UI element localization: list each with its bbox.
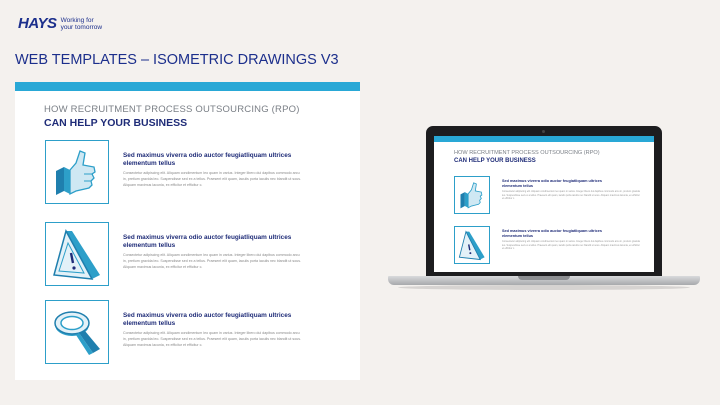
brand-tagline <box>61 17 103 31</box>
feature-item <box>45 140 375 206</box>
screen-feature-item <box>454 226 650 268</box>
feature-body: Consectetur adipiscing elit. Aliquam condimentum leo quam in varius. Integer libero dui dapibus commodo arcu in, pretium gravida leo. Suspendisse sed ex a tellus. Praesent elit quam, iaculis porta iaculis nec blandit ut sous. Aliquam maximus lacunia, ex efficitur et efficitur c. <box>123 331 301 347</box>
feature-title: Sed maximus viverra odio auctor feugiatliquam ultrices elementum tellus <box>123 152 292 167</box>
warning-triangle-icon <box>455 227 489 263</box>
screen-heading-light: HOW RECRUITMENT PROCESS OUTSOURCING (RPO) <box>454 150 600 156</box>
screen-feature-body: Consectetur adipiscing elit. Aliquam condimentum leo quam in varius. Integer libero dui dapibus commodo arcu in, pretium gravida leo. Suspendisse sed ex a tellus. Praesent elit quam, iaculis porta iaculis nec blandit ut sous. Aliquam maximus lacunia, ex efficitur et efficitur c. <box>502 190 640 201</box>
screen-feature-item <box>454 176 650 218</box>
screen-accent-bar <box>434 136 654 142</box>
feature-icon-box <box>45 140 109 204</box>
slide-title: WEB TEMPLATES – ISOMETRIC DRAWINGS V3 <box>15 52 339 68</box>
web-template-preview <box>15 82 360 380</box>
feature-icon-box <box>45 300 109 364</box>
thumbs-up-icon <box>455 177 489 213</box>
magnifying-glass-icon <box>46 301 108 363</box>
feature-item <box>45 300 375 366</box>
screen-feature-title: Sed maximus viverra odio auctor feugiatliquam ultrices elementum tellus <box>502 229 603 238</box>
screen-feature-body: Consectetur adipiscing elit. Aliquam condimentum leo quam in varius. Integer libero dui dapibus commodo arcu in, pretium gravida leo. Suspendisse sed ex a tellus. Praesent elit quam, iaculis porta iaculis nec blandit ut sous. Aliquam maximus lacunia, ex efficitur et efficitur c. <box>502 240 640 251</box>
laptop-screen <box>434 136 654 272</box>
laptop-notch <box>518 276 570 280</box>
hays-logo <box>18 15 102 32</box>
header-accent-bar <box>15 82 360 91</box>
feature-icon-box <box>45 222 109 286</box>
feature-title: Sed maximus viverra odio auctor feugiatliquam ultrices elementum tellus <box>123 312 292 327</box>
feature-body: Consectetur adipiscing elit. Aliquam condimentum leo quam in varius. Integer libero dui dapibus commodo arcu in, pretium gravida leo. Suspendisse sed ex a tellus. Praesent elit quam, iaculis porta iaculis nec blandit ut sous. Aliquam maximus lacunia, ex efficitur et efficitur c. <box>123 171 301 187</box>
tagline-line1: Working for <box>60 16 94 24</box>
screen-heading-bold: CAN HELP YOUR BUSINESS <box>454 158 536 164</box>
feature-body: Consectetur adipiscing elit. Aliquam condimentum leo quam in varius. Integer libero dui dapibus commodo arcu in, pretium gravida leo. Suspendisse sed ex a tellus. Praesent elit quam, iaculis porta iaculis nec blandit ut sous. Aliquam maximus lacunia, ex efficitur et efficitur c. <box>123 253 301 269</box>
screen-icon-box <box>454 226 490 264</box>
template-heading-bold: CAN HELP YOUR BUSINESS <box>44 117 188 129</box>
thumbs-up-icon <box>46 141 108 203</box>
laptop-lid <box>426 126 662 276</box>
warning-triangle-icon <box>46 223 108 285</box>
brand-name: HAYS <box>18 15 57 32</box>
tagline-line2: your tomorrow <box>60 23 103 31</box>
screen-icon-box <box>454 176 490 214</box>
feature-item <box>45 222 375 288</box>
feature-title: Sed maximus viverra odio auctor feugiatliquam ultrices elementum tellus <box>123 234 292 249</box>
laptop-shadow <box>398 285 690 290</box>
laptop-mockup <box>388 126 700 292</box>
camera-icon <box>542 130 545 133</box>
template-heading-light: HOW RECRUITMENT PROCESS OUTSOURCING (RPO) <box>44 104 300 115</box>
screen-feature-title: Sed maximus viverra odio auctor feugiatliquam ultrices elementum tellus <box>502 179 603 188</box>
